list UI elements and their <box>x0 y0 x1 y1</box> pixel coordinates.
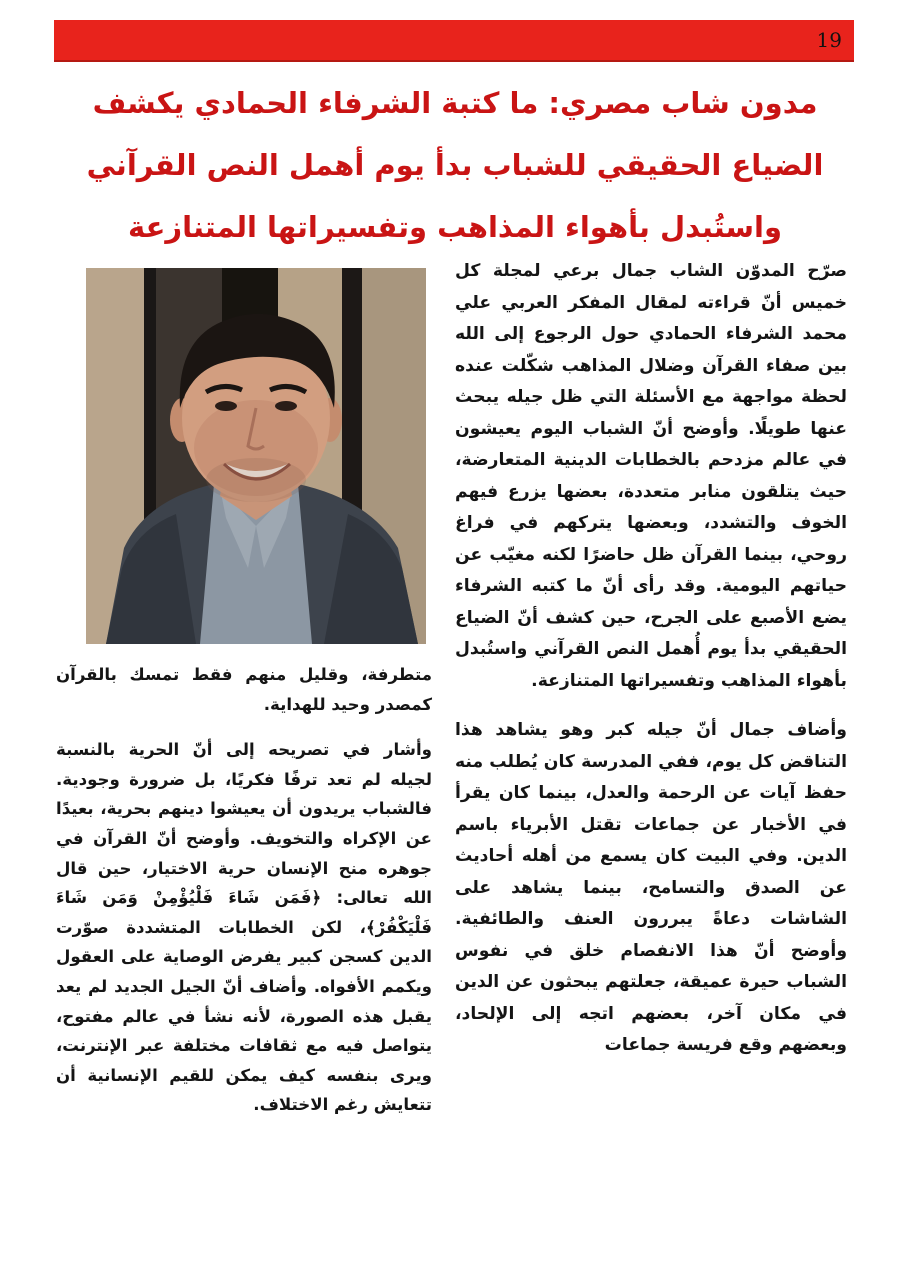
paragraph-freedom: وأشار في تصريحه إلى أنّ الحرية بالنسبة لجيله لم تعد ترفًا فكريًا، بل ضرورة وجودية. فالشباب يريدون أن يعيشوا دينهم بحرية، بعيدًا عن الإكراه والتخويف. وأوضح أنّ القرآن في جوهره منح الإنسان حرية الاختيار، حين قال الله تعالى: ﴿فَمَن شَاءَ فَلْيُؤْمِنْ وَمَن شَاءَ فَلْيَكْفُرْ﴾، لكن الخطابات المتشددة صوّرت الدين كسجن كبير يفرض الوصاية على العقول ويكمم الأفواه. وأضاف أنّ الجيل الجديد لم يعد يقبل هذه الصورة، لأنه نشأ في عالم مفتوح، يتواصل فيه مع ثقافات مختلفة عبر الإنترنت، ويرى بنفسه كيف يمكن للقيم الإنسانية أن تتعايش رغم الاختلاف. <box>56 740 432 1115</box>
paragraph-contradiction: وأضاف جمال أنّ جيله كبر وهو يشاهد هذا التناقض كل يوم، ففي المدرسة كان يُطلب منه حفظ آيات عن الرحمة والعدل، بينما كان يقرأ في الأخبار عن جماعات تقتل الأبرياء باسم الدين. وفي البيت كان يسمع من أهله أحاديث عن الصدق والتسامح، بينما يشاهد على الشاشات دعاةً يبررون العنف والطائفية. وأوضح أنّ هذا الانفصام خلق في نفوس الشباب حيرة عميقة، جعلتهم يبحثون عن الدين في مكان آخر، بعضهم اتجه إلى الإلحاد، وبعضهم وقع فريسة جماعات <box>455 720 847 1055</box>
page-header-banner <box>54 20 854 62</box>
article-headline: مدون شاب مصري: ما كتبة الشرفاء الحمادي يكشف الضياع الحقيقي للشباب بدأ يوم أهمل النص القرآني واستُبدل بأهواء المذاهب وتفسيراتها المتنازعة <box>86 86 824 244</box>
article-column-left <box>56 660 432 1120</box>
portrait-illustration <box>86 268 426 644</box>
paragraph-continuation: متطرفة، وقليل منهم فقط تمسك بالقرآن كمصدر وحيد للهداية. <box>56 665 432 714</box>
portrait-photo <box>86 268 426 644</box>
article-column-right <box>455 256 847 1062</box>
page-number: 19 <box>816 28 842 52</box>
paragraph-intro: صرّح المدوّن الشاب جمال برعي لمجلة كل خميس أنّ قراءته لمقال المفكر العربي علي محمد الشرفاء الحمادي حول الرجوع إلى الله بين صفاء القرآن وضلال المذاهب شكّلت عنده لحظة مواجهة مع الأسئلة التي ظل جيله يبحث عنها طويلًا. وأوضح أنّ الشباب اليوم يعيشون في عالم مزدحم بالخطابات الدينية المتعارضة، حيث يتلقون منابر متعددة، بعضها يزرع فيهم الخوف والتشدد، وبعضها يتركهم في فراغ روحي، بينما القرآن ظل حاضرًا لكنه مغيّب عن حياتهم اليومية. وقد رأى أنّ ما كتبه الشرفاء يضع الأصبع على الجرح، حين كشف أنّ الضياع الحقيقي بدأ يوم أُهمل النص القرآني واستُبدل بأهواء المذاهب وتفسيراتها المتنازعة. <box>455 261 847 691</box>
